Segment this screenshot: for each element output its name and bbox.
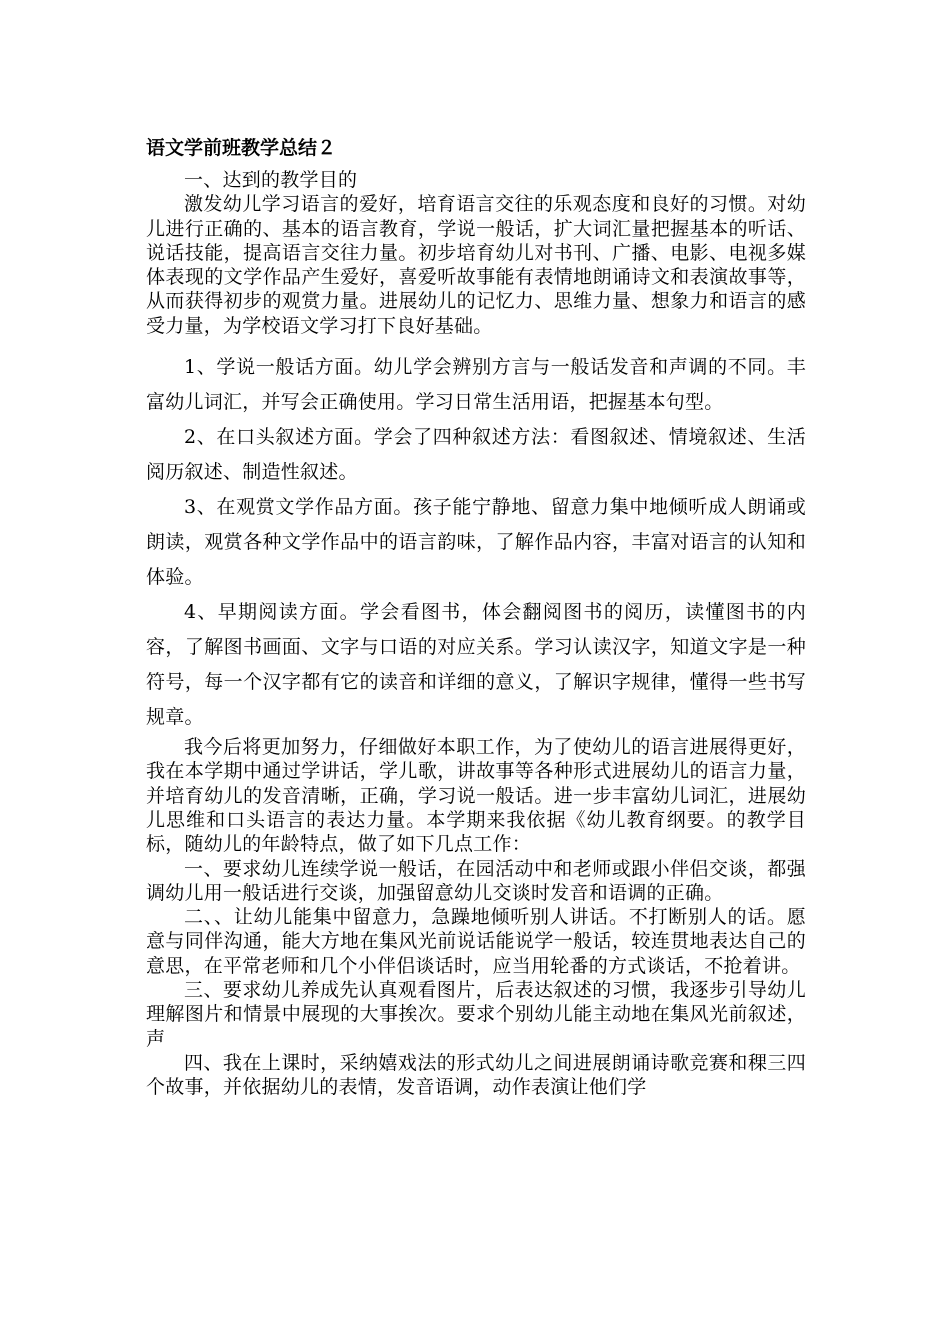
paragraph-objective-body: 激发幼儿学习语言的爱好，培育语言交往的乐观态度和良好的习惯。对幼儿进行正确的、基本的语言教育，学说一般话，扩大词汇量把握基本的听话、说话技能，提高语言交往力量。初步培育幼儿对书刊、广播、电影、电视多媒体表现的文学作品产生爱好，喜爱听故事能有表情地朗诵诗文和表演故事等，从而获得初步的观赏力量。进展幼儿的记忆力、思维力量、想象力和语言的感受力量，为学校语文学习打下良好基础。 [146, 193, 806, 337]
paragraph-item-2: 2、在口头叙述方面。学会了四种叙述方法：看图叙述、情境叙述、生活阅历叙述、制造性叙述。 [146, 426, 806, 484]
paragraph-work-2: 二、、让幼儿能集中留意力，急躁地倾听别人讲话。不打断别人的话。愿意与同伴沟通，能大方地在集风光前说话能说学一般话，较连贯地表达自己的意思，在平常老师和几个小伴侣谈话时，应当用轮番的方式谈话，不抢着讲。 [146, 906, 806, 977]
document-page [146, 134, 806, 1100]
document-title: 语文学前班教学总结２ [146, 137, 337, 159]
paragraph-work-1: 一、要求幼儿连续学说一般话，在园活动中和老师或跟小伴侣交谈，都强调幼儿用一般话进行交谈，加强留意幼儿交谈时发音和语调的正确。 [146, 857, 806, 904]
paragraph-objective-heading: 一、达到的教学目的 [184, 169, 358, 191]
spacer [146, 338, 806, 346]
paragraph-item-4: 4、早期阅读方面。学会看图书，体会翻阅图书的阅历，读懂图书的内容，了解图书画面、文字与口语的对应关系。学习认读汉字，知道文字是一种符号，每一个汉字都有它的读音和详细的意义，了解识字规律，懂得一些书写规章。 [146, 601, 806, 729]
paragraph-summary: 我今后将更加努力，仔细做好本职工作，为了使幼儿的语言进展得更好，我在本学期中通过学讲话，学儿歌，讲故事等各种形式进展幼儿的语言力量，并培育幼儿的发音清晰，正确，学习说一般话。进一步丰富幼儿词汇，进展幼儿思维和口头语言的表达力量。本学期来我依据《幼儿教育纲要。的教学目标，随幼儿的年龄特点，做了如下几点工作： [146, 736, 806, 856]
paragraph-work-4: 四、我在上课时，采纳嬉戏法的形式幼儿之间进展朗诵诗歌竞赛和稞三四个故事，并依据幼儿的表情，发音语调，动作表演让他们学 [146, 1051, 806, 1099]
paragraph-work-3: 三、要求幼儿养成先认真观看图片，后表达叙述的习惯，我逐步引导幼儿理解图片和情景中展现的大事挨次。要求个别幼儿能主动地在集风光前叙述，声 [146, 979, 806, 1050]
paragraph-item-1: 1、学说一般话方面。幼儿学会辨别方言与一般话发音和声调的不同。丰富幼儿词汇，并写会正确使用。学习日常生活用语，把握基本句型。 [146, 356, 806, 414]
paragraph-item-3: 3、在观赏文学作品方面。孩子能宁静地、留意力集中地倾听成人朗诵或朗读，观赏各种文学作品中的语言韵味，了解作品内容，丰富对语言的认知和体验。 [146, 496, 806, 589]
